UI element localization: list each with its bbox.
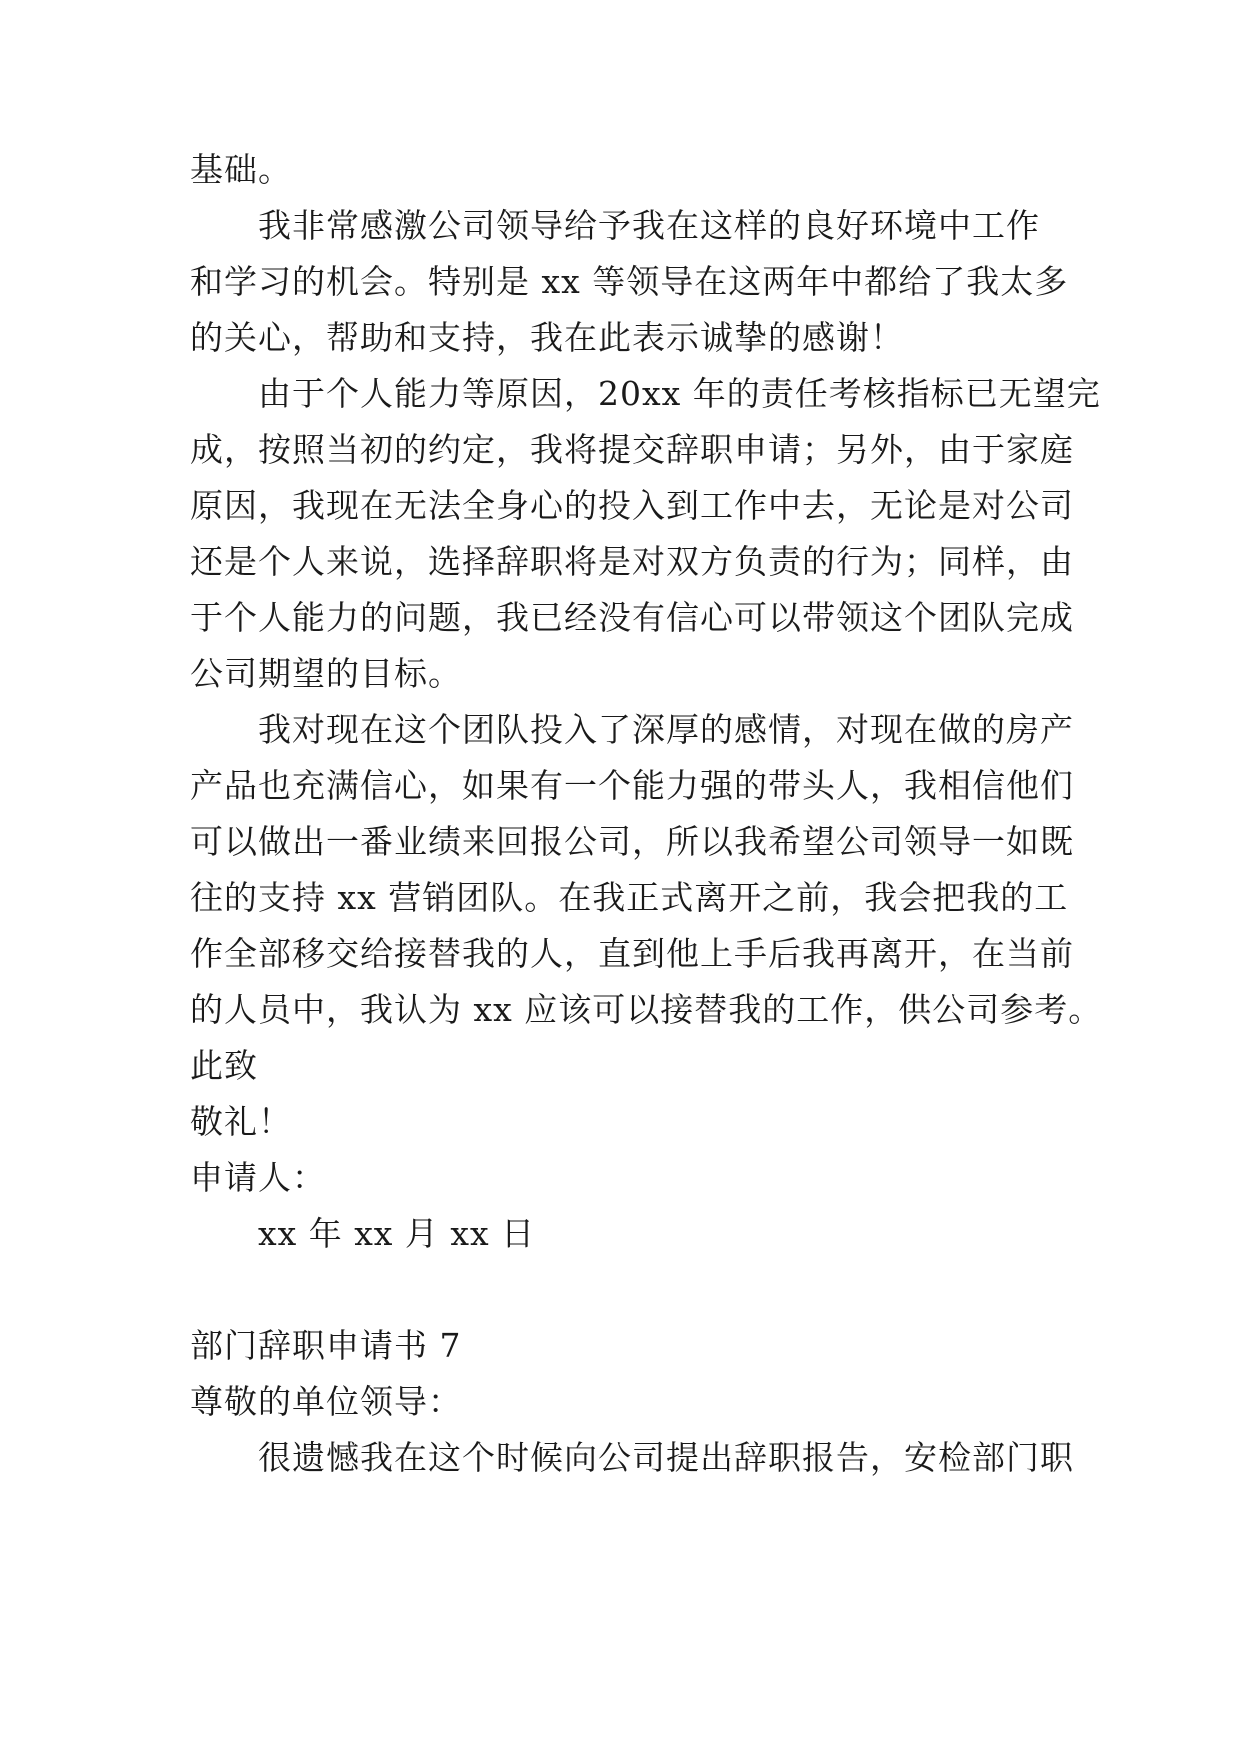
paragraph-line-3: 和学习的机会。特别是 xx 等领导在这两年中都给了我太多 <box>190 262 1069 301</box>
closing-salutation: 此致 <box>190 1046 258 1085</box>
paragraph-line-6: 成，按照当初的约定，我将提交辞职申请；另外，由于家庭 <box>190 430 1074 469</box>
paragraph-line-5: 由于个人能力等原因，20xx 年的责任考核指标已无望完 <box>258 374 1101 413</box>
paragraph-line-7: 原因，我现在无法全身心的投入到工作中去，无论是对公司 <box>190 486 1074 525</box>
paragraph-line-16: 的人员中，我认为 xx 应该可以接替我的工作，供公司参考。 <box>190 990 1103 1029</box>
paragraph-line-15: 作全部移交给接替我的人，直到他上手后我再离开，在当前 <box>190 934 1074 973</box>
paragraph-line-2: 我非常感激公司领导给予我在这样的良好环境中工作 <box>258 206 1040 245</box>
paragraph-line-13: 可以做出一番业绩来回报公司，所以我希望公司领导一如既 <box>190 822 1074 861</box>
recipient-greeting: 尊敬的单位领导： <box>190 1382 462 1421</box>
closing-regards: 敬礼！ <box>190 1102 292 1141</box>
paragraph-line-17: 很遗憾我在这个时候向公司提出辞职报告，安检部门职 <box>258 1438 1074 1477</box>
paragraph-line-11: 我对现在这个团队投入了深厚的感情，对现在做的房产 <box>258 710 1074 749</box>
applicant-label: 申请人： <box>190 1158 326 1197</box>
paragraph-line-12: 产品也充满信心，如果有一个能力强的带头人，我相信他们 <box>190 766 1074 805</box>
paragraph-line-4: 的关心，帮助和支持，我在此表示诚挚的感谢！ <box>190 318 904 357</box>
paragraph-line-14: 往的支持 xx 营销团队。在我正式离开之前，我会把我的工 <box>190 878 1069 917</box>
paragraph-line-1: 基础。 <box>190 150 292 189</box>
date-line: xx 年 xx 月 xx 日 <box>258 1214 536 1253</box>
section-title: 部门辞职申请书 7 <box>190 1326 462 1365</box>
paragraph-line-9: 于个人能力的问题，我已经没有信心可以带领这个团队完成 <box>190 598 1074 637</box>
paragraph-line-10: 公司期望的目标。 <box>190 654 462 693</box>
paragraph-line-8: 还是个人来说，选择辞职将是对双方负责的行为；同样，由 <box>190 542 1074 581</box>
